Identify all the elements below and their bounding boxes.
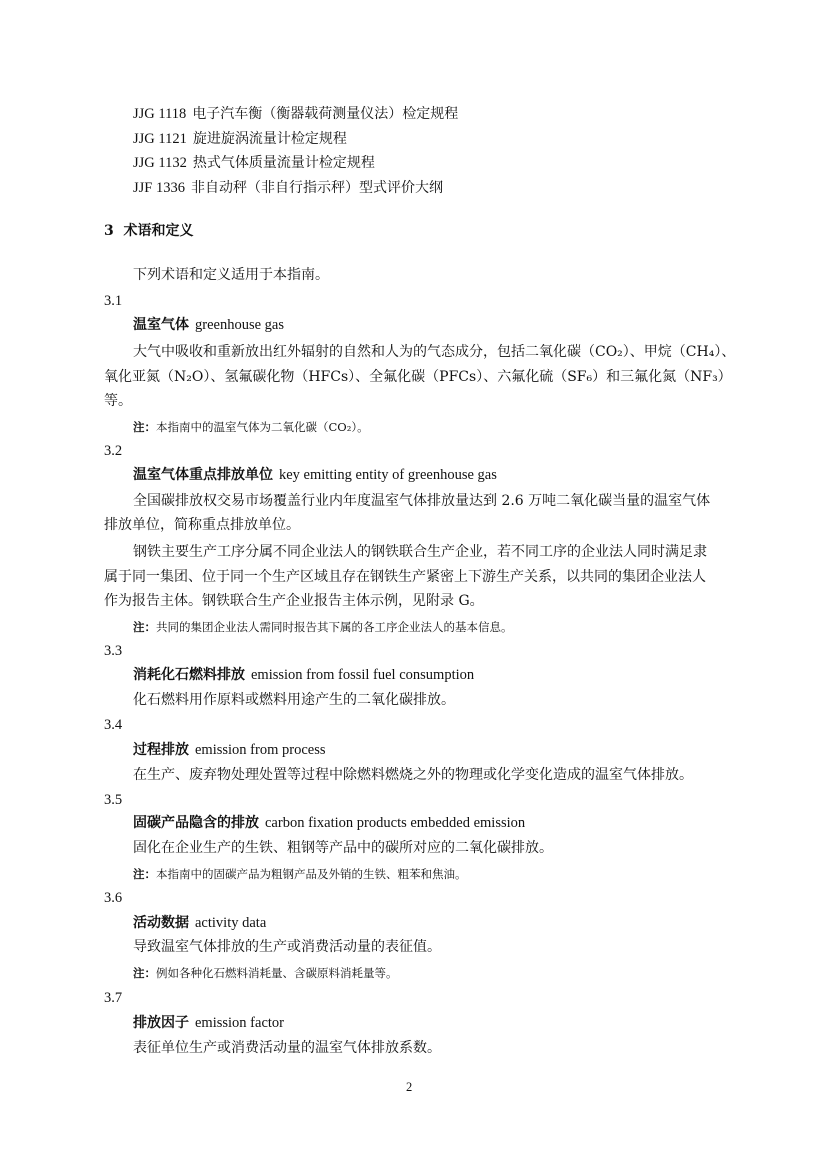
term-number: 3.6 xyxy=(104,890,123,906)
term-number: 3.2 xyxy=(104,443,123,459)
term-definition: 作为报告主体。钢铁联合生产企业报告主体示例，见附录 G。 xyxy=(104,593,484,609)
term-definition: 等。 xyxy=(104,393,132,409)
reference-line: JJF 1336 非自动秤（非自行指示秤）型式评价大纲 xyxy=(133,180,443,196)
term-heading: 活动数据 activity data xyxy=(133,915,267,931)
term-definition: 钢铁主要生产工序分属不同企业法人的钢铁联合生产企业，若不同工序的企业法人同时满足隶 xyxy=(133,544,707,560)
term-definition: 导致温室气体排放的生产或消费活动量的表征值。 xyxy=(133,939,441,955)
term-heading: 温室气体重点排放单位 key emitting entity of greenhouse gas xyxy=(133,467,497,483)
term-number: 3.4 xyxy=(104,717,123,733)
term-definition: 排放单位，简称重点排放单位。 xyxy=(104,517,300,533)
term-definition: 氧化亚氮（N₂O）、氢氟碳化物（HFCs）、全氟化碳（PFCs）、六氟化硫（SF₆）和三氟化氮（NF₃） xyxy=(104,369,732,385)
reference-line: JJG 1132 热式气体质量流量计检定规程 xyxy=(133,155,375,171)
page-number: 2 xyxy=(406,1080,413,1094)
term-number: 3.7 xyxy=(104,990,123,1006)
reference-line: JJG 1121 旋进旋涡流量计检定规程 xyxy=(133,131,347,147)
term-note: 注：例如各种化石燃料消耗量、含碳原料消耗量等。 xyxy=(133,966,398,980)
term-heading: 排放因子 emission factor xyxy=(133,1015,284,1031)
term-number: 3.5 xyxy=(104,792,123,808)
term-heading: 过程排放 emission from process xyxy=(133,742,326,758)
term-definition: 全国碳排放权交易市场覆盖行业内年度温室气体排放量达到 2.6 万吨二氧化碳当量的温室气体 xyxy=(133,493,711,509)
term-definition: 化石燃料用作原料或燃料用途产生的二氧化碳排放。 xyxy=(133,692,455,708)
term-heading: 温室气体 greenhouse gas xyxy=(133,317,284,333)
term-note: 注：本指南中的温室气体为二氧化碳（CO₂）。 xyxy=(133,420,369,434)
intro-paragraph: 下列术语和定义适用于本指南。 xyxy=(133,267,329,283)
section-heading: 3 术语和定义 xyxy=(104,223,194,239)
term-number: 3.3 xyxy=(104,643,123,659)
reference-line: JJG 1118 电子汽车衡（衡器载荷测量仪法）检定规程 xyxy=(133,106,459,122)
term-heading: 固碳产品隐含的排放 carbon fixation products embedded emission xyxy=(133,815,526,831)
term-note: 注：本指南中的固碳产品为粗钢产品及外销的生铁、粗苯和焦油。 xyxy=(133,867,467,881)
term-heading: 消耗化石燃料排放 emission from fossil fuel consumption xyxy=(133,667,475,683)
term-definition: 在生产、废弃物处理处置等过程中除燃料燃烧之外的物理或化学变化造成的温室气体排放。 xyxy=(133,767,693,783)
term-definition: 属于同一集团、位于同一个生产区域且存在钢铁生产紧密上下游生产关系，以共同的集团企业法人 xyxy=(104,569,706,585)
term-note: 注：共同的集团企业法人需同时报告其下属的各工序企业法人的基本信息。 xyxy=(133,620,513,634)
term-number: 3.1 xyxy=(104,293,123,309)
term-definition: 大气中吸收和重新放出红外辐射的自然和人为的气态成分，包括二氧化碳（CO₂）、甲烷（CH₄）、 xyxy=(133,344,736,360)
term-definition: 固化在企业生产的生铁、粗钢等产品中的碳所对应的二氧化碳排放。 xyxy=(133,840,553,856)
term-definition: 表征单位生产或消费活动量的温室气体排放系数。 xyxy=(133,1040,441,1056)
